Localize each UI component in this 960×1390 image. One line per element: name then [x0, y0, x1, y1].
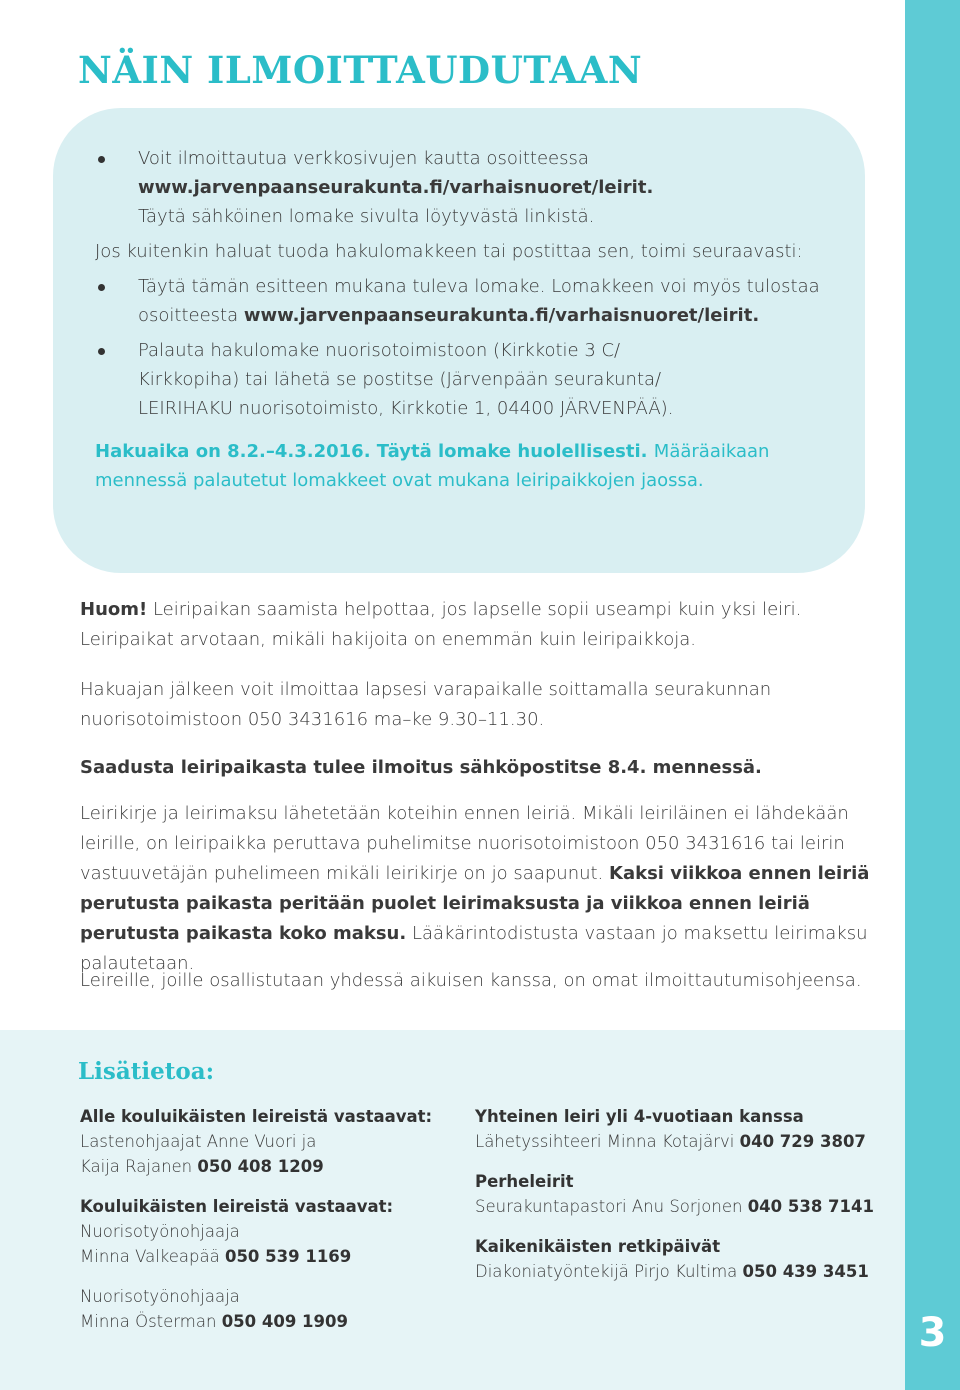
bullet-text: Palauta hakulomake nuorisotoimistoon (Kirkkotie 3 C/ [138, 340, 621, 361]
contact-name: Seurakuntapastori Anu Sorjonen [475, 1197, 743, 1216]
bullet-text: Kirkkopiha) tai lähetä se postitse (Järvenpään seurakunta/ [138, 369, 662, 390]
group-heading: Alle kouluikäisten leireistä vastaavat: [80, 1107, 433, 1126]
cancellation-paragraph [80, 799, 900, 979]
contact-name: Minna Österman [80, 1312, 217, 1331]
list-item-print-form [95, 272, 855, 330]
phone-number: 040 538 7141 [747, 1197, 874, 1216]
contact-name: Lähetyssihteeri Minna Kotajärvi [475, 1132, 735, 1151]
contact-line [475, 1259, 895, 1284]
contact-role: Nuorisotyönohjaaja [80, 1222, 240, 1241]
contact-name: Diakoniatyöntekijä Pirjo Kultima [475, 1262, 738, 1281]
contact-name: Minna Valkeapää [80, 1247, 220, 1266]
contact-line [475, 1129, 895, 1154]
contact-name: Kaija Rajanen [80, 1157, 193, 1176]
phone-number: 050 409 1909 [221, 1312, 348, 1331]
phone-number: 050 408 1209 [197, 1157, 324, 1176]
page-number: 3 [918, 1310, 947, 1356]
contacts-left-column [80, 1104, 460, 1349]
deadline-notice [95, 437, 855, 495]
contact-names: Lastenohjaajat Anne Vuori ja [80, 1132, 317, 1151]
phone-number: 050 539 1169 [224, 1247, 352, 1266]
reserve-place-text: Hakuajan jälkeen voit ilmoittaa lapsesi varapaikalle soittamalla seurakunnan nuorisotoimistoon 050 3431616 ma–ke 9.30–11.30. [80, 679, 772, 730]
bullet-text: Täytä tämän esitteen mukana tuleva lomake. Lomakkeen voi myös tulostaa osoitteesta [138, 276, 820, 326]
contact-group [80, 1284, 460, 1334]
contact-group [80, 1194, 460, 1269]
deadline-note: Määräaikaan mennessä palautetut lomakkeet ovat mukana leiripaikkojen jaossa. [95, 441, 770, 491]
contact-line [475, 1194, 895, 1219]
contact-line [80, 1309, 460, 1334]
contact-line [80, 1154, 460, 1179]
bullet-text: Voit ilmoittautua verkkosivujen kautta osoitteessa [138, 148, 589, 169]
cancellation-fee-text: Kaksi viikkoa ennen leiriä perutusta paikasta peritään puolet leirimaksusta ja viikkoa ennen leiriä perutusta paikasta koko maksu. [80, 863, 870, 944]
huom-label: Huom! [80, 599, 148, 620]
phone-number: 040 729 3807 [739, 1132, 866, 1151]
paper-form-intro: Jos kuitenkin haluat tuoda hakulomakkeen tai postittaa sen, toimi seuraavasti: [95, 241, 803, 262]
bullet-text: LEIRIHAKU nuorisotoimisto, Kirkkotie 1, 04400 JÄRVENPÄÄ). [138, 398, 674, 419]
huom-text: Leiripaikan saamista helpottaa, jos lapselle sopii useampi kuin yksi leiri. Leiripaikat arvotaan, mikäli hakijoita on enemmän kuin leiripaikkoja. [80, 599, 802, 650]
contact-group [80, 1104, 460, 1179]
side-color-strip [905, 0, 960, 1390]
group-heading: Kaikenikäisten retkipäivät [475, 1237, 721, 1256]
registration-info-box [53, 108, 865, 573]
contact-group [475, 1169, 895, 1219]
page-title: NÄIN ILMOITTAUDUTAAN [78, 48, 643, 92]
registration-url[interactable]: www.jarvenpaanseurakunta.fi/varhaisnuoret/leirit. [243, 305, 760, 326]
group-heading: Yhteinen leiri yli 4-vuotiaan kanssa [475, 1107, 804, 1126]
phone-number: 050 439 3451 [742, 1262, 869, 1281]
contact-group [475, 1104, 895, 1154]
bullet-text: Täytä sähköinen lomake sivulta löytyvästä linkistä. [138, 206, 595, 227]
reserve-place-paragraph [80, 675, 780, 735]
deadline-dates: Hakuaika on 8.2.–4.3.2016. Täytä lomake huolellisesti. [95, 441, 648, 462]
list-item-return-form [95, 336, 855, 423]
adult-camp-text: Leireille, joille osallistutaan yhdessä aikuisen kanssa, on omat ilmoittautumisohjeensa. [80, 970, 862, 991]
contact-group [475, 1234, 895, 1284]
cancellation-text: Leirikirje ja leirimaksu lähetetään koteihin ennen leiriä. Mikäli leiriläinen ei lähdekään leirille, on leiripaikka peruttava puhelimitse nuorisotoimistoon 050 3431616 tai leirin vastuuvetäjän puhelimeen mikäli leirikirje on jo saapunut. [80, 803, 849, 884]
notification-paragraph [80, 753, 900, 783]
group-heading: Kouluikäisten leireistä vastaavat: [80, 1197, 394, 1216]
notification-text: Saadusta leiripaikasta tulee ilmoitus sähköpostitse 8.4. mennessä. [80, 757, 762, 778]
more-info-title: Lisätietoa: [78, 1058, 215, 1085]
refund-text: Lääkärintodistusta vastaan jo maksettu leirimaksu palautetaan. [80, 923, 868, 974]
note-paragraph [80, 595, 900, 655]
registration-url[interactable]: www.jarvenpaanseurakunta.fi/varhaisnuoret/leirit. [138, 177, 654, 198]
list-item-online-registration [95, 144, 855, 231]
group-heading: Perheleirit [475, 1172, 574, 1191]
contact-role: Nuorisotyönohjaaja [80, 1287, 240, 1306]
contact-line [80, 1244, 460, 1269]
contacts-right-column [475, 1104, 895, 1299]
adult-camp-paragraph [80, 966, 900, 996]
